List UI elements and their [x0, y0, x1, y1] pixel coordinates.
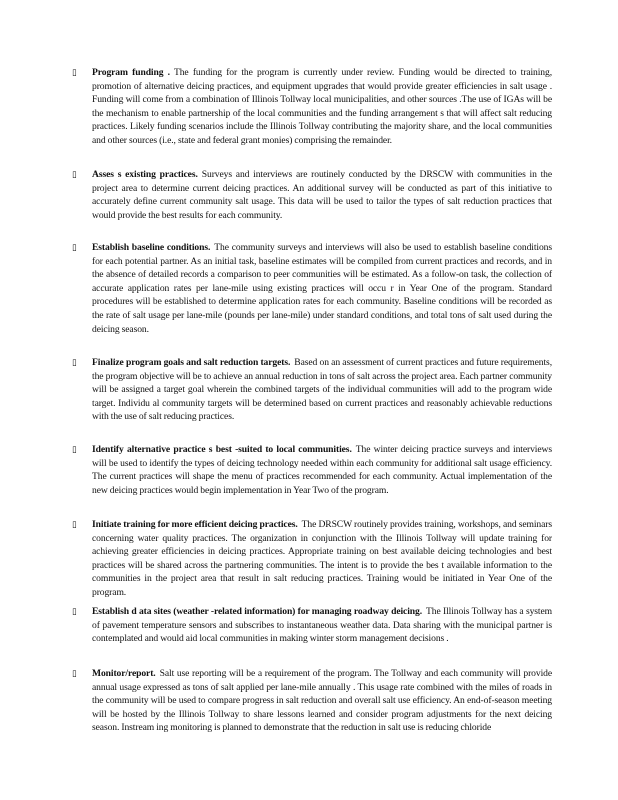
item-heading: Program funding .: [92, 67, 170, 78]
bullet-icon: ▯: [72, 169, 77, 179]
list-item-baseline-conditions: [72, 241, 552, 336]
item-body: The community surveys and interviews will also be used to establish baseline conditions for each potential partner. As an initial task, baseline estimates will be compiled from current practices and records, and in the absence of detailed records a comparison to peer communities will be estimated. As a follow-on task, the collection of accurate application rates per lane-mile using existing practices will occu r in Year One of the program. Standard procedures will be established to determine application rates for each community. Baseline conditions will be recorded as the rate of salt usage per lane-mile (pounds per lane-mile) under standard conditions, and total tons of salt used during the deicing season.: [92, 242, 552, 335]
bullet-icon: ▯: [72, 357, 77, 367]
bullet-icon: ▯: [72, 242, 77, 252]
paragraph: [92, 518, 552, 600]
list-item-program-funding: [72, 66, 552, 148]
item-body: The DRSCW routinely provides training, workshops, and seminars concerning water quality practices. The organization in conjunction with the Illinois Tollway will update training for achieving greater efficiencies in deicing practices. Appropriate training on best available deicing technologies and best practices will be shared across the partnering communities. The intent is to provide the bes t available information to the communities in the project area that result in salt reducing practices. Training would be initiated in Year One of the program.: [92, 519, 552, 598]
bullet-icon: ▯: [72, 668, 77, 678]
item-heading: Initiate training for more efficient deicing practices.: [92, 519, 298, 530]
list-item-data-sites: [72, 605, 552, 646]
item-heading: Asses s existing practices.: [92, 169, 198, 180]
paragraph: [92, 667, 552, 735]
list-item-program-goals: [72, 356, 552, 424]
paragraph: [92, 241, 552, 336]
item-heading: Identify alternative practice s best -suited to local communities.: [92, 444, 352, 455]
item-heading: Monitor/report.: [92, 668, 156, 679]
item-body: Based on an assessment of current practices and future requirements, the program objective will be to achieve an annual reduction in tons of salt across the project area. Each partner community will be assigned a target goal wherein the combined targets of the individual communities will add to the program wide target. Individu al community targets will be determined based on current practices and reasonably achievable reductions with the use of salt reducing practices.: [92, 357, 552, 423]
item-body: The funding for the program is currently under review. Funding would be directed to training, promotion of alternative deicing practices, and equipment upgrades that would provide greater efficiencies in salt usage . Funding will come from a combination of Illinois Tollway local municipalities, and other sources .The use of IGAs will be the mechanism to enable partnership of the local communities and the funding arrangement s that will affect salt reducing practices. Likely funding scenarios include the Illinois Tollway contributing the majority share, and the local communities and other sources (i.e., state and federal grant monies) comprising the remainder.: [92, 67, 552, 146]
paragraph: [92, 605, 552, 646]
item-body: Surveys and interviews are routinely conducted by the DRSCW with communities in the project area to determine current deicing practices. An additional survey will be conducted as part of this initiative to accurately define current community salt usage. This data will be used to tailor the types of salt reduction practices that would provide the best results for each community.: [92, 169, 553, 221]
item-heading: Finalize program goals and salt reduction targets.: [92, 357, 291, 368]
bullet-icon: ▯: [72, 67, 77, 77]
list-item-assess-practices: [72, 168, 552, 222]
bullet-icon: ▯: [72, 606, 77, 616]
paragraph: [92, 356, 552, 424]
item-body: The winter deicing practice surveys and interviews will be used to identify the types of deicing technology needed within each community for additional salt usage efficiency. The current practices will shape the menu of practices recommended for each community. Actual implementation of the new deicing practices would begin implementation in Year Two of the program.: [92, 444, 552, 496]
bullet-icon: ▯: [72, 444, 77, 454]
item-heading: Establish d ata sites (weather -related information) for managing roadway deicing.: [92, 606, 423, 617]
item-body: The Illinois Tollway has a system of pavement temperature sensors and subscribes to instantaneous weather data. Data sharing with the municipal partner is contemplated and would aid local communities in making winter storm management decisions .: [92, 606, 553, 645]
item-body: Salt use reporting will be a requirement of the program. The Tollway and each community will provide annual usage expressed as tons of salt applied per lane-mile annually . This usage rate combined with the miles of roads in the community will be used to compare progress in salt reduction and overall salt use efficiency. An end-of-season meeting will be hosted by the Illinois Tollway to share lessons learned and consider program adjustments for the next deicing season. Instream ing monitoring is planned to demonstrate that the reduction in salt use is reducing chloride: [92, 668, 552, 734]
bullet-icon: ▯: [72, 519, 77, 529]
list-item-alternative-practices: [72, 443, 552, 497]
paragraph: [92, 168, 552, 222]
list-item-monitor-report: [72, 667, 552, 735]
paragraph: [92, 66, 552, 148]
list-item-initiate-training: [72, 518, 552, 600]
paragraph: [92, 443, 552, 497]
item-heading: Establish baseline conditions.: [92, 242, 211, 253]
